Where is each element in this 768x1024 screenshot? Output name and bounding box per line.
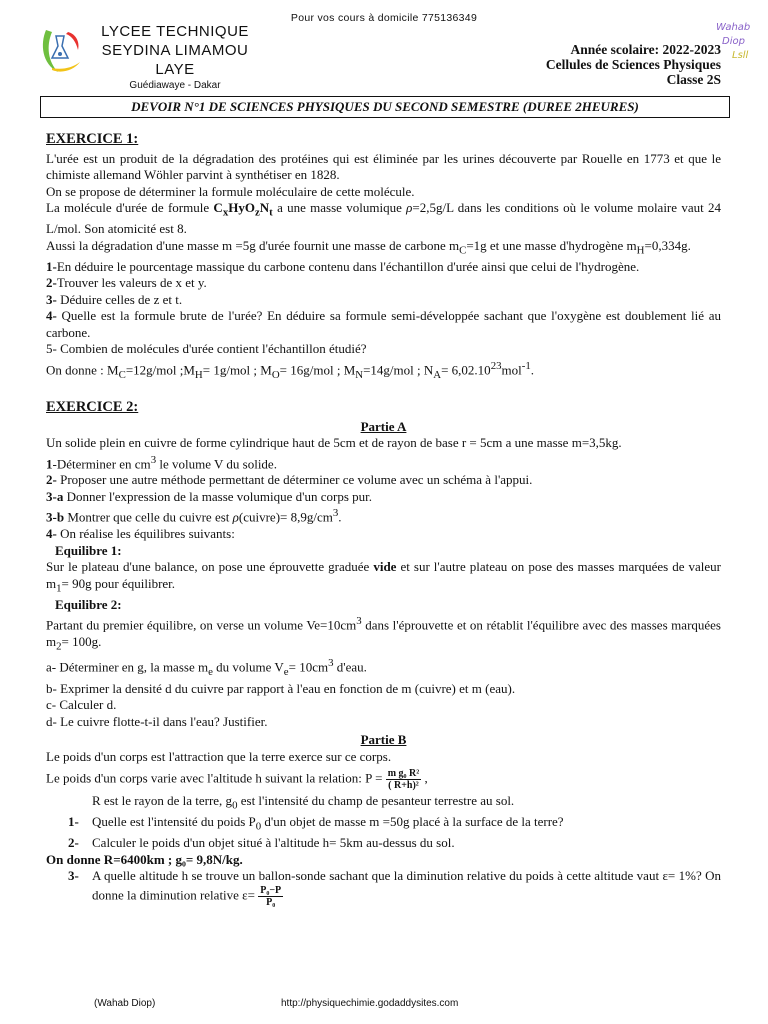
school-line3: Guédiawaye - Dakar	[129, 80, 221, 91]
ex2-question-c: c- Calculer d.	[46, 697, 117, 713]
department: Cellules de Sciences Physiques	[545, 57, 721, 72]
equilibrium1-text: Sur le plateau d'une balance, on pose une éprouvette graduée vide et sur l'autre plateau on pose des masses marquées de valeur $m_1= 90g$ pour équilibrer.	[46, 559, 721, 595]
ex2-a-intro: Un solide plein en cuivre de forme cylindrique haut de 5cm et de rayon de base r = 5cm a une masse m=3,5kg.	[46, 435, 622, 451]
ex2-b-question3: 3- A quelle altitude h se trouve un ballon-sonde sachant que la diminution relative du poids à cette altitude vaut ε= 1%? On donne la diminution relative ε= $\frac{\text{P₀−P}}{\text{P₀}}$	[68, 868, 721, 908]
exercise2-title: EXERCICE 2:	[46, 399, 139, 416]
relative-decrease-formula: $\frac{\text{P₀−P}}{\text{P₀}}$	[260, 884, 282, 908]
ex2-a-question3a: 3-a Donner l'expression de la masse volumique d'un corps pur.	[46, 488, 373, 504]
top-note: Pour vos cours à domicile 775136349	[290, 12, 478, 24]
ex2-b-question1: 1- Quelle est l'intensité du poids $P_0$ d'un objet de masse m =50g placé à la surface de la terre?	[68, 814, 564, 833]
part-a-title: Partie A	[360, 418, 407, 434]
svg-text:Diop: Diop	[722, 36, 745, 47]
ex1-intro2: On se propose de déterminer la formule moléculaire de cette molécule.	[46, 183, 415, 199]
ex1-question1: 1-En déduire le pourcentage massique du carbone contenu dans l'échantillon d'urée ainsi que celui de l'hydrogène.	[46, 258, 640, 274]
school-year: Année scolaire: 2022-2023	[570, 42, 721, 57]
ex2-question-b: b- Exprimer la densité d du cuivre par rapport à l'eau en fonction de m (cuivre) et m (eau).	[46, 680, 516, 696]
class-info	[546, 42, 721, 87]
ex2-a-question4: 4- On réalise les équilibres suivants:	[46, 526, 235, 542]
part-b-title: Partie B	[360, 732, 407, 748]
exercise1-title: EXERCICE 1:	[46, 131, 139, 147]
ex1-intro3: La molécule d'urée de formule $C_xHyO_zN_t$ a une masse volumique ρ=2,5g/L dans les conditions où le volume molaire vaut 24 L/mol. Son atomicité est 8.	[46, 200, 721, 237]
svg-text:Lsll: Lsll	[732, 50, 749, 61]
school-line1: LYCEE TECHNIQUE	[101, 23, 249, 40]
ex2-question-d: d- Le cuivre flotte-t-il dans l'eau? Justifier.	[46, 713, 268, 729]
equilibrium2-text: Partant du premier équilibre, on verse un volume $Ve=10cm^3$ dans l'éprouvette et on rétablit l'équilibre avec des masses marquées $m_2= 100g$.	[46, 615, 721, 653]
school-name	[80, 22, 270, 93]
equilibrium1-title: Equilibre 1:	[55, 542, 122, 558]
ex1-question5: 5- Combien de molécules d'urée contient l'échantillon étudié?	[46, 341, 367, 357]
exam-title: DEVOIR N°1 DE SCIENCES PHYSIQUES DU SECOND SEMESTRE (DUREE 2HEURES)	[40, 96, 730, 118]
ex1-intro1: L'urée est un produit de la dégradation des protéines qui est éliminée par les urines découverte par Rouelle en 1773 et que le chimiste allemand Wöhler parvint à synthétiser en 1828.	[46, 150, 721, 182]
school-logo	[38, 24, 84, 76]
ex2-a-question1: 1-Déterminer en $cm^3$ le volume V du solide.	[46, 453, 277, 471]
weight-formula: $\frac{\text{m g₀ R²}}{\text{( R+h)²}}$	[387, 768, 420, 792]
ex2-a-question3b: 3-b Montrer que celle du cuivre est ρ(cuivre)= $8,9g/cm^3$.	[46, 507, 342, 525]
ex2-a-question2: 2- Proposer une autre méthode permettant de déterminer ce volume avec un schéma à l'appui.	[46, 472, 533, 488]
footer-url: http://physiquechimie.godaddysites.com	[281, 998, 459, 1009]
ex2-question-a: a- Déterminer en g, la masse $m_e$ du volume $V_e= 10cm^3$ d'eau.	[46, 657, 367, 679]
ex2-b-intro2: Le poids d'un corps varie avec l'altitude h suivant la relation: P = $\frac{\text{m g₀ R²}}{\text{( R+h)²}}$ ,	[46, 768, 428, 792]
ex1-question4: 4- Quelle est la formule brute de l'urée? En déduire sa formule semi-développée sachant que l'oxygène est doublement lié au carbone.	[46, 308, 721, 340]
ex2-b-data: On donne R=6400km ; g₀= 9,8N/kg.	[46, 851, 243, 867]
equilibrium2-title: Equilibre 2:	[55, 596, 122, 612]
svg-text:Wahab: Wahab	[716, 22, 751, 33]
ex1-data: On donne : $M_C=12g$/mol $;M_H= 1g/mol$ ; $M_O= 16g/mol$ ; $M_N=14g$/mol ; $N_A= 6,02.10^{23}mol^{-1}$.	[46, 359, 535, 381]
ex2-b-question2: 2- Calculer le poids d'un objet situé à l'altitude h= 5km au-dessus du sol.	[68, 835, 455, 851]
ex1-intro4: Aussi la dégradation d'une masse m =5g d'urée fournit une masse de carbone $m_C=1g$ et une masse d'hydrogène $m_H=0,334g$.	[46, 237, 691, 257]
ex2-b-intro1: Le poids d'un corps est l'attraction que la terre exerce sur ce corps.	[46, 748, 392, 764]
ex1-question3: 3- Déduire celles de z et t.	[46, 291, 183, 307]
footer-author: (Wahab Diop)	[94, 998, 156, 1009]
school-line2: SEYDINA LIMAMOU LAYE	[101, 42, 249, 78]
exam-content	[46, 131, 721, 908]
ex2-b-intro3: R est le rayon de la terre, $g_0$ est l'intensité du champ de pesanteur terrestre au sol.	[92, 793, 515, 812]
ex1-question2: 2-Trouver les valeurs de x et y.	[46, 275, 207, 291]
class-level: Classe 2S	[666, 72, 721, 87]
